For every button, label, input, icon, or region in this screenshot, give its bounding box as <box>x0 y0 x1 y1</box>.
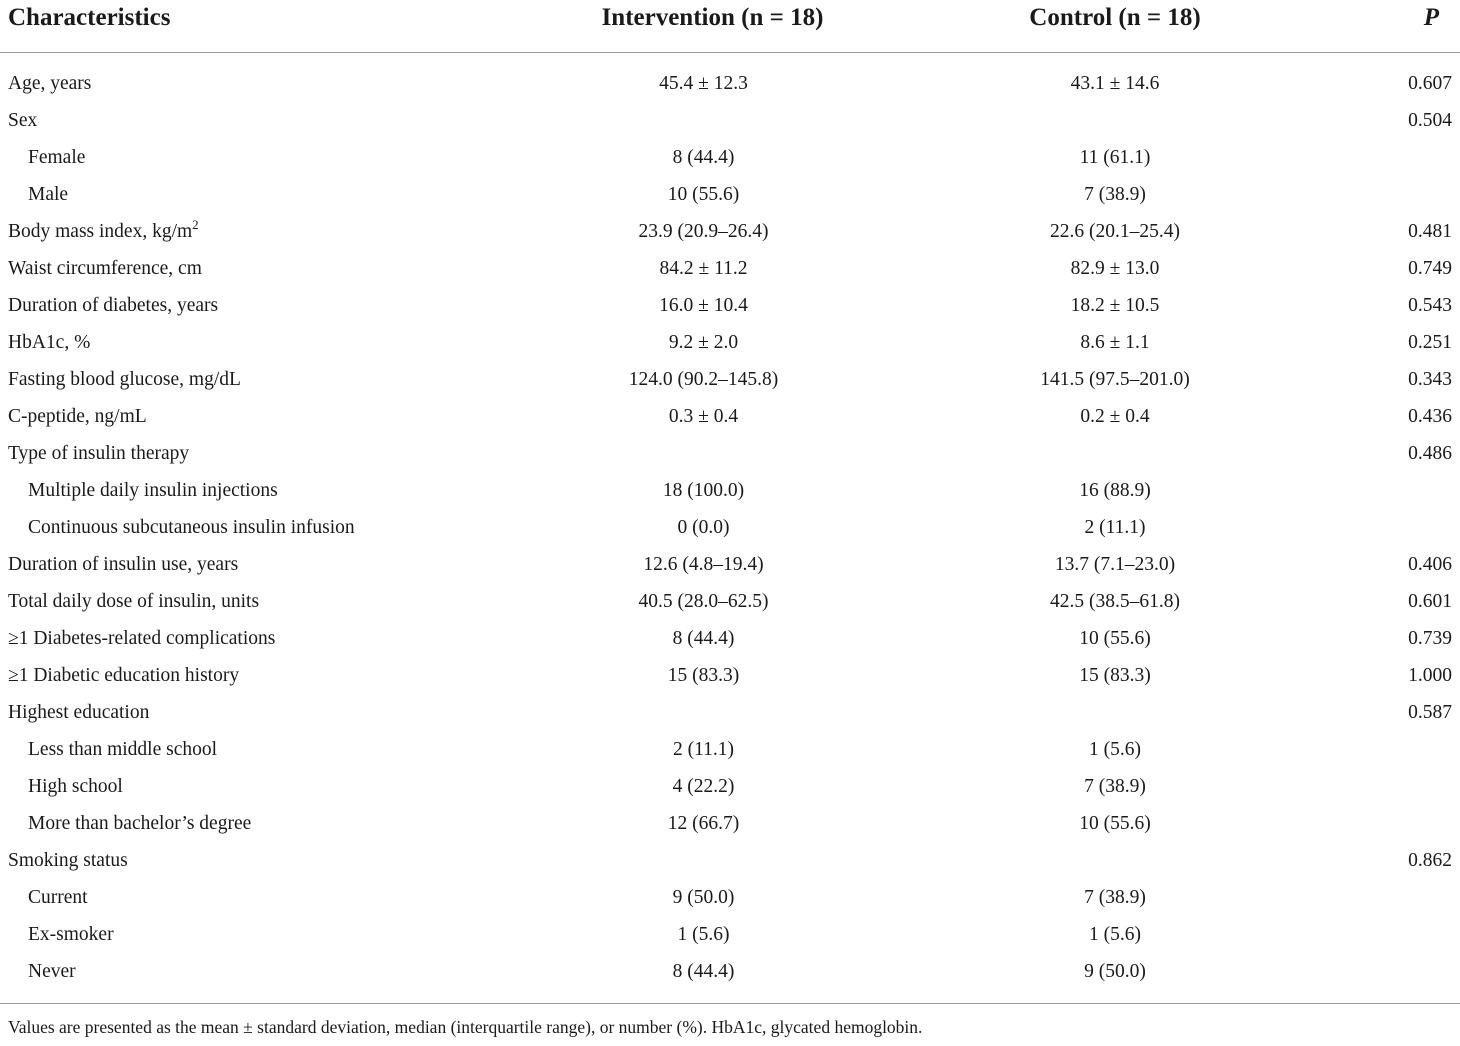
table-row <box>0 916 1460 953</box>
cell-intervention: 18 (100.0) <box>662 480 745 501</box>
table-row <box>0 879 1460 916</box>
row-label <box>0 65 490 102</box>
cell-intervention: 84.2 ± 11.2 <box>659 258 748 279</box>
cell-p-value: 0.749 <box>1408 258 1452 279</box>
cell-control <box>915 435 1315 472</box>
cell-p-value <box>1315 916 1460 953</box>
row-sublabel <box>0 472 490 509</box>
row-label-text: Type of insulin therapy <box>8 443 190 464</box>
table-row <box>0 731 1460 768</box>
row-label-superscript: 2 <box>192 217 199 232</box>
cell-control <box>915 842 1315 879</box>
cell-intervention: 45.4 ± 12.3 <box>659 73 748 94</box>
row-sublabel <box>0 953 490 990</box>
cell-p-value <box>1315 472 1460 509</box>
cell-p-value: 0.739 <box>1408 628 1452 649</box>
row-label-text: Male <box>28 184 69 205</box>
cell-intervention: 12 (66.7) <box>667 813 740 834</box>
cell-intervention: 10 (55.6) <box>667 184 740 205</box>
cell-intervention: 0 (0.0) <box>677 517 730 538</box>
cell-control: 0.2 ± 0.4 <box>1080 406 1150 427</box>
row-label <box>0 435 490 472</box>
cell-control: 18.2 ± 10.5 <box>1070 295 1160 316</box>
table-body <box>0 53 1460 1004</box>
cell-intervention: 8 (44.4) <box>672 147 735 168</box>
cell-intervention: 9 (50.0) <box>672 887 735 908</box>
row-label-text: Never <box>28 961 76 982</box>
cell-p-value: 0.486 <box>1408 443 1452 464</box>
cell-control: 9 (50.0) <box>1084 961 1146 982</box>
row-sublabel <box>0 176 490 213</box>
row-label-text: Duration of diabetes, years <box>8 295 219 316</box>
row-label <box>0 620 490 657</box>
row-sublabel <box>0 879 490 916</box>
cell-control: 11 (61.1) <box>1079 147 1151 168</box>
cell-control: 1 (5.6) <box>1089 739 1141 760</box>
row-label <box>0 250 490 287</box>
table-row <box>0 65 1460 102</box>
cell-intervention <box>490 102 915 139</box>
cell-intervention: 0.3 ± 0.4 <box>668 406 739 427</box>
row-label-text: Less than middle school <box>28 739 218 760</box>
header-row <box>0 0 1460 53</box>
cell-p-value: 0.587 <box>1408 702 1452 723</box>
cell-control: 10 (55.6) <box>1079 813 1151 834</box>
row-sublabel <box>0 768 490 805</box>
table-row <box>0 583 1460 620</box>
table-row <box>0 509 1460 546</box>
table-row <box>0 657 1460 694</box>
cell-control: 13.7 (7.1–23.0) <box>1054 554 1176 575</box>
cell-p-value <box>1315 509 1460 546</box>
row-label <box>0 583 490 620</box>
cell-intervention: 8 (44.4) <box>672 628 735 649</box>
cell-control: 43.1 ± 14.6 <box>1070 73 1160 94</box>
top-spacer <box>0 53 1460 66</box>
table-row <box>0 953 1460 990</box>
cell-intervention: 124.0 (90.2–145.8) <box>628 369 779 390</box>
cell-p-value: 0.343 <box>1408 369 1452 390</box>
cell-control: 22.6 (20.1–25.4) <box>1050 221 1180 242</box>
cell-control: 42.5 (38.5–61.8) <box>1050 591 1180 612</box>
cell-control: 7 (38.9) <box>1084 887 1146 908</box>
row-label-text: Female <box>28 147 86 168</box>
table-row <box>0 287 1460 324</box>
row-label-text: HbA1c, % <box>8 332 91 353</box>
header-control: Control (n = 18) <box>915 0 1315 53</box>
table-row <box>0 694 1460 731</box>
cell-p-value <box>1315 805 1460 842</box>
cell-p-value: 0.436 <box>1408 406 1452 427</box>
cell-control: 2 (11.1) <box>1084 517 1146 538</box>
row-sublabel <box>0 509 490 546</box>
cell-intervention <box>490 842 915 879</box>
row-label <box>0 657 490 694</box>
cell-p-value <box>1315 953 1460 990</box>
cell-p-value: 0.607 <box>1408 73 1452 94</box>
cell-p-value: 0.862 <box>1408 850 1452 871</box>
table-row <box>0 398 1460 435</box>
row-sublabel <box>0 731 490 768</box>
cell-control: 7 (38.9) <box>1084 184 1146 205</box>
row-label <box>0 398 490 435</box>
table-row <box>0 324 1460 361</box>
row-sublabel <box>0 805 490 842</box>
cell-control: 82.9 ± 13.0 <box>1070 258 1160 279</box>
header-characteristics: Characteristics <box>0 0 490 53</box>
row-label <box>0 102 490 139</box>
cell-p-value <box>1315 176 1460 213</box>
cell-intervention: 15 (83.3) <box>667 665 740 686</box>
cell-p-value <box>1315 139 1460 176</box>
row-label-text: Smoking status <box>8 850 128 871</box>
row-sublabel <box>0 916 490 953</box>
row-sublabel <box>0 139 490 176</box>
cell-intervention <box>490 694 915 731</box>
row-label <box>0 546 490 583</box>
row-label <box>0 324 490 361</box>
cell-intervention: 40.5 (28.0–62.5) <box>638 591 769 612</box>
table-row <box>0 620 1460 657</box>
row-label-text: Current <box>28 887 88 908</box>
cell-intervention: 23.9 (20.9–26.4) <box>638 221 769 242</box>
table-row <box>0 546 1460 583</box>
cell-control: 7 (38.9) <box>1084 776 1146 797</box>
table-row <box>0 361 1460 398</box>
table-row <box>0 805 1460 842</box>
table-row <box>0 176 1460 213</box>
row-label-text: Duration of insulin use, years <box>8 554 239 575</box>
row-label-text: Continuous subcutaneous insulin infusion <box>28 517 355 538</box>
cell-control: 15 (83.3) <box>1079 665 1151 686</box>
table-row <box>0 139 1460 176</box>
cell-control <box>915 694 1315 731</box>
row-label <box>0 361 490 398</box>
row-label-text: Waist circumference, cm <box>8 258 202 279</box>
cell-intervention: 1 (5.6) <box>677 924 730 945</box>
row-label <box>0 842 490 879</box>
header-intervention: Intervention (n = 18) <box>490 0 915 53</box>
cell-intervention: 4 (22.2) <box>672 776 735 797</box>
cell-p-value: 0.601 <box>1408 591 1452 612</box>
table-row <box>0 102 1460 139</box>
table-header <box>0 0 1460 53</box>
cell-p-value: 0.406 <box>1408 554 1452 575</box>
cell-control: 10 (55.6) <box>1079 628 1151 649</box>
cell-control: 16 (88.9) <box>1079 480 1151 501</box>
cell-control: 8.6 ± 1.1 <box>1080 332 1150 353</box>
cell-p-value: 1.000 <box>1408 665 1452 686</box>
table-row <box>0 842 1460 879</box>
cell-p-value <box>1315 879 1460 916</box>
cell-p-value <box>1315 768 1460 805</box>
table-row <box>0 250 1460 287</box>
row-label-text: C-peptide, ng/mL <box>8 406 147 427</box>
row-label-text: Age, years <box>8 73 92 94</box>
row-label <box>0 287 490 324</box>
table-row <box>0 472 1460 509</box>
row-label-text: More than bachelor’s degree <box>28 813 252 834</box>
row-label-text: High school <box>28 776 123 797</box>
cell-intervention: 9.2 ± 2.0 <box>668 332 739 353</box>
row-label-text: Fasting blood glucose, mg/dL <box>8 369 241 390</box>
cell-intervention <box>490 435 915 472</box>
cell-intervention: 8 (44.4) <box>672 961 735 982</box>
header-p-value: P <box>1315 0 1460 53</box>
cell-control <box>915 102 1315 139</box>
table-row <box>0 768 1460 805</box>
row-label-text: Body mass index, kg/m <box>8 221 193 242</box>
cell-p-value: 0.543 <box>1408 295 1452 316</box>
table-footnote: Values are presented as the mean ± standard deviation, median (interquartile range), or number (%). HbA1c, glycated hemoglobin. <box>8 1017 923 1037</box>
cell-intervention: 16.0 ± 10.4 <box>659 295 748 316</box>
row-label-text: Total daily dose of insulin, units <box>8 591 260 612</box>
row-label <box>0 213 490 250</box>
cell-control: 1 (5.6) <box>1089 924 1141 945</box>
cell-control: 141.5 (97.5–201.0) <box>1040 369 1190 390</box>
cell-intervention: 12.6 (4.8–19.4) <box>643 554 764 575</box>
cell-p-value <box>1315 731 1460 768</box>
cell-p-value: 0.251 <box>1408 332 1452 353</box>
cell-intervention: 2 (11.1) <box>672 739 734 760</box>
table-bottom-rule <box>0 990 1460 1004</box>
cell-p-value: 0.504 <box>1408 110 1452 131</box>
row-label-text: Multiple daily insulin injections <box>28 480 278 501</box>
table-row <box>0 435 1460 472</box>
row-label-text: Ex-smoker <box>28 924 114 945</box>
table-row <box>0 213 1460 250</box>
row-label-text: ≥1 Diabetes-related complications <box>8 628 276 649</box>
row-label-text: Sex <box>8 110 38 131</box>
row-label-text: Highest education <box>8 702 150 723</box>
row-label <box>0 694 490 731</box>
cell-p-value: 0.481 <box>1408 221 1452 242</box>
row-label-text: ≥1 Diabetic education history <box>8 665 240 686</box>
